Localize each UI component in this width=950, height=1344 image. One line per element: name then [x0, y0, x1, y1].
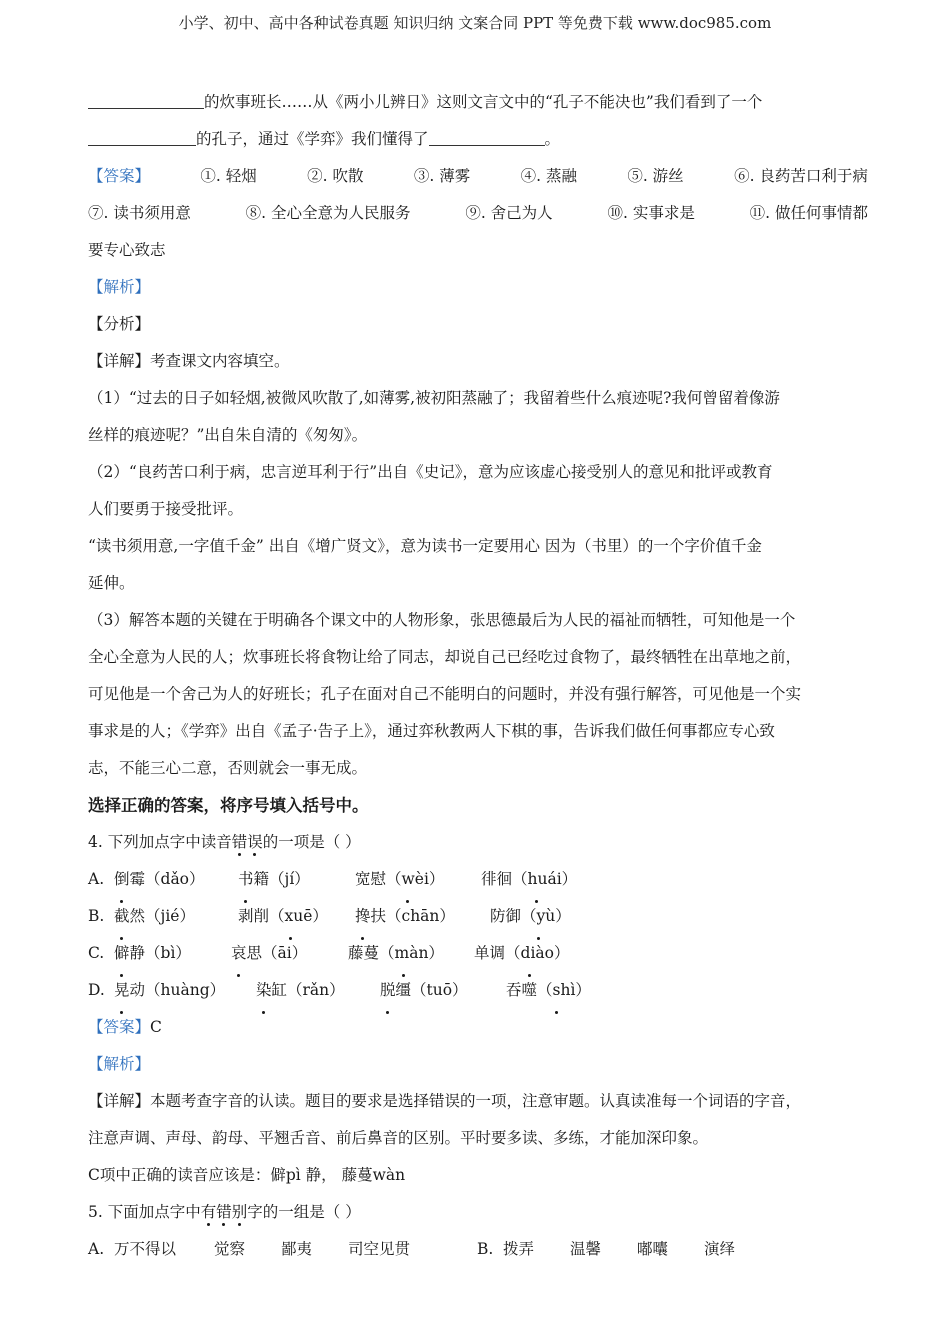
word-item: 防御（yù）: [490, 898, 571, 935]
option-c: C. 僻静（bì） 哀思（āi） 藤蔓（màn） 单调（diào）: [88, 935, 868, 972]
detail-paragraph: （3）解答本题的关键在于明确各个课文中的人物形象，张思德最后为人民的福祉而牺牲，可知他是一个: [88, 611, 796, 629]
word-item: 脱缰（tuō）: [380, 972, 506, 1009]
detail-paragraph: 丝样的痕迹呢？”出自朱自清的《匆匆》。: [88, 426, 368, 444]
answer-item: ③. 薄雾: [413, 167, 471, 185]
page-header: 小学、初中、高中各种试卷真题 知识归纳 文案合同 PPT 等免费下载 www.doc985.com: [178, 14, 772, 32]
option-a: A. 倒霉（dǎo） 书籍（jí） 宽慰（wèi） 徘徊（huái）: [88, 861, 868, 898]
word-item: 徘徊（huái）: [481, 861, 577, 898]
detail-paragraph: 延伸。: [88, 574, 135, 592]
analysis-label: 【解析】: [88, 1055, 151, 1073]
option-d: D. 晃动（huàng） 染缸（rǎn） 脱缰（tuō） 吞噬（shì）: [88, 972, 868, 1009]
detail-intro: 【详解】考查课文内容填空。: [88, 352, 290, 370]
word-item: 截然（jié）: [114, 898, 238, 935]
word-item: 哀思（āi）: [231, 935, 348, 972]
answer-item: ⑧. 全心全意为人民服务: [245, 204, 411, 222]
answer-item: ①. 轻烟: [200, 167, 257, 185]
word-item: 剥削（xuē）: [238, 898, 355, 935]
option-b: B. 截然（jié） 剥削（xuē） 搀扶（chān） 防御（yù）: [88, 898, 868, 935]
word-item: 鄙夷: [281, 1240, 313, 1258]
word-item: 演绎: [704, 1240, 736, 1258]
answer-item: ⑨. 舍己为人: [465, 204, 553, 222]
question-5-options: A. 万不得以 觉察 鄙夷 司空见贯 B. 拨弄 温馨 嘟囔 演绎: [88, 1231, 868, 1268]
document-body: [88, 84, 868, 1268]
answer-item: ②. 吹散: [307, 167, 364, 185]
answer-item: ⑩. 实事求是: [607, 204, 695, 222]
answer-item: ⑥. 良药苦口利于病: [734, 167, 868, 185]
fenxi-label: 【分析】: [88, 315, 151, 333]
word-item: 嘟囔: [637, 1240, 669, 1258]
detail-paragraph: 事求是的人；《学弈》出自《孟子·告子上》，通过弈秋教两人下棋的事，告诉我们做任何事都应专心致: [88, 722, 775, 740]
word-item: 晃动（huàng）: [114, 972, 256, 1009]
detail-paragraph: 人们要勇于接受批评。: [88, 500, 244, 518]
detail-4-line-1: 【详解】本题考查字音的认读。题目的要求是选择错误的一项，注意审题。认真读准每一个词语的字音，: [88, 1092, 802, 1110]
word-item: 藤蔓（màn）: [348, 935, 474, 972]
analysis-label: 【解析】: [88, 278, 151, 296]
word-item: 温馨: [570, 1240, 602, 1258]
word-item: 吞噬（shì）: [506, 972, 591, 1009]
word-item: 染缸（rǎn）: [256, 972, 380, 1009]
answer-row-1: [88, 158, 868, 195]
detail-paragraph: （2）“良药苦口利于病，忠言逆耳利于行”出自《史记》，意为应该虚心接受别人的意见和批评或教育: [88, 463, 773, 481]
answer-row-2: [88, 195, 868, 232]
fill-line-2: 的孔子，通过《学弈》我们懂得了 。: [88, 121, 868, 158]
answer-row-3: 要专心致志: [88, 241, 166, 259]
word-item: 书籍（jí）: [238, 861, 355, 898]
word-item: 宽慰（wèi）: [355, 861, 481, 898]
question-4-stem: 4. 下列加点字中读音错误的一项是（ ）: [88, 833, 361, 851]
detail-paragraph: 可见他是一个舍己为人的好班长；孔子在面对自己不能明白的问题时，并没有强行解答，可见他是一个实: [88, 685, 802, 703]
section-title: 选择正确的答案，将序号填入括号中。: [88, 796, 369, 815]
detail-4-line-3: C项中正确的读音应该是：僻pì 静， 藤蔓wàn: [88, 1166, 406, 1184]
answer-blank: [88, 90, 204, 109]
answer-label: 【答案】: [88, 167, 151, 185]
fill-line-1: 的炊事班长……从《两小儿辨日》这则文言文中的“孔子不能决也”我们看到了一个: [88, 84, 868, 121]
answer-item: ④. 蒸融: [520, 167, 577, 185]
word-item: 搀扶（chān）: [355, 898, 490, 935]
answer-4: 【答案】C: [88, 1018, 162, 1036]
question-5-stem: 5. 下面加点字中有错别字的一组是（ ）: [88, 1203, 361, 1221]
word-item: 僻静（bì）: [114, 935, 231, 972]
word-item: 倒霉（dǎo）: [114, 861, 238, 898]
answer-item: ⑤. 游丝: [627, 167, 684, 185]
detail-paragraph: 全心全意为人民的人；炊事班长将食物让给了同志，却说自己已经吃过食物了，最终牺牲在出草地之前，: [88, 648, 802, 666]
word-item: 觉察: [214, 1240, 246, 1258]
word-item: 单调（diào）: [474, 935, 569, 972]
word-item: 拨弄: [503, 1240, 535, 1258]
answer-item: ⑦. 读书须用意: [88, 204, 191, 222]
word-item: 万不得以: [114, 1240, 177, 1258]
detail-paragraph: （1）“过去的日子如轻烟,被微风吹散了,如薄雾,被初阳蒸融了；我留着些什么痕迹呢?我何曾留着像游: [88, 389, 780, 407]
detail-paragraph: 志，不能三心二意，否则就会一事无成。: [88, 759, 368, 777]
detail-paragraph: “读书须用意,一字值千金” 出自《增广贤文》，意为读书一定要用心 因为（书里）的一个字价值千金: [88, 537, 762, 555]
detail-4-line-2: 注意声调、声母、韵母、平翘舌音、前后鼻音的区别。平时要多读、多练，才能加深印象。: [88, 1129, 709, 1147]
word-item: 司空见贯: [348, 1240, 411, 1258]
answer-blank: [88, 127, 196, 146]
answer-blank: [429, 127, 545, 146]
answer-item: ⑪. 做任何事情都: [749, 204, 868, 222]
